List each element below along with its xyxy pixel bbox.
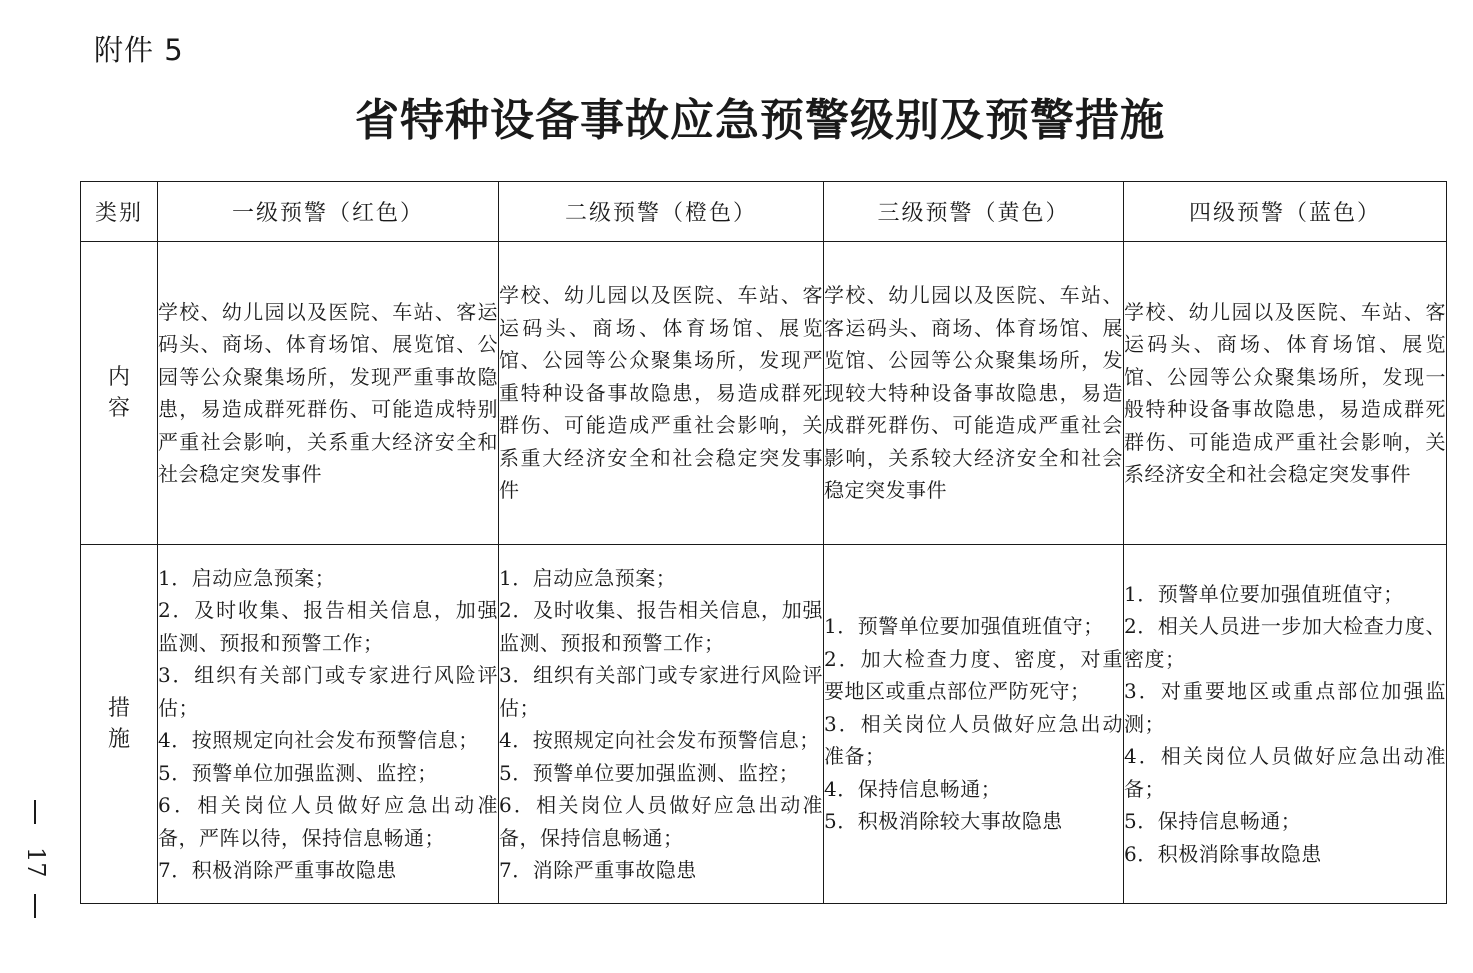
measure-item: 3．对重要地区或重点部位加强监测；	[1124, 679, 1446, 736]
measures-list	[499, 562, 823, 887]
document-title: 省特种设备事故应急预警级别及预警措施	[355, 95, 1165, 146]
row-label-char: 内	[107, 365, 130, 390]
measures-cell-level-2	[499, 545, 824, 904]
measure-item: 5．预警单位加强监测、监控；	[158, 760, 438, 785]
measure-item: 2．加大检查力度、密度，对重要地区或重点部位严防死守；	[824, 646, 1123, 704]
measures-list	[1124, 578, 1446, 871]
measure-item: 4．按照规定向社会发布预警信息；	[158, 728, 479, 752]
measure-item: 2．及时收集、报告相关信息，加强监测、预报和预警工作；	[499, 598, 823, 655]
measure-item: 6．相关岗位人员做好应急出动准备，保持信息畅通；	[499, 793, 823, 850]
measure-item: 5．积极消除较大事故隐患	[824, 809, 1063, 834]
measure-item: 6．相关岗位人员做好应急出动准备，严阵以待，保持信息畅通；	[158, 793, 498, 850]
content-cell-level-1: 学校、幼儿园以及医院、车站、客运码头、商场、体育场馆、展览馆、公园等公众聚集场所，发现严重事故隐患，易造成群死群伤、可能造成特别严重社会影响，关系重大经济安全和社会稳定突发事件	[158, 242, 499, 545]
row-label-char: 施	[107, 727, 130, 752]
page-number-dash-top	[34, 800, 36, 824]
header-category: 类别	[81, 182, 158, 242]
measure-item: 2．相关人员进一步加大检查力度、密度；	[1124, 614, 1446, 671]
measure-item: 5．预警单位要加强监测、监控；	[499, 760, 800, 785]
header-level-2-orange: 二级预警（橙色）	[499, 182, 824, 242]
measure-item: 3．组织有关部门或专家进行风险评估；	[158, 663, 498, 720]
table-header-row	[81, 182, 1447, 242]
content-cell-level-2: 学校、幼儿园以及医院、车站、客运码头、商场、体育场馆、展览馆、公园等公众聚集场所，发现严重特种设备事故隐患，易造成群死群伤、可能造成严重社会影响，关系重大经济安全和社会稳定突发事件	[499, 242, 824, 545]
measures-list	[158, 562, 498, 887]
measure-item: 4．相关岗位人员做好应急出动准备；	[1124, 744, 1446, 801]
measure-item: 1．启动应急预案；	[158, 565, 336, 590]
measure-item: 4．保持信息畅通；	[824, 776, 1002, 801]
measures-cell-level-3	[824, 545, 1124, 904]
measure-item: 4．按照规定向社会发布预警信息；	[499, 728, 820, 752]
header-level-4-blue: 四级预警（蓝色）	[1124, 182, 1447, 242]
measure-item: 3．组织有关部门或专家进行风险评估；	[499, 663, 823, 720]
measure-item: 1．预警单位要加强值班值守；	[1124, 581, 1404, 606]
row-label-measures	[81, 545, 158, 904]
measure-item: 7．积极消除严重事故隐患	[158, 858, 397, 882]
measure-item: 1．预警单位要加强值班值守；	[824, 614, 1104, 639]
measure-item: 6．积极消除事故隐患	[1124, 841, 1322, 866]
table-row-content	[81, 242, 1447, 545]
measure-item: 2．及时收集、报告相关信息，加强监测、预报和预警工作；	[158, 598, 498, 655]
content-cell-level-4: 学校、幼儿园以及医院、车站、客运码头、商场、体育场馆、展览馆、公园等公众聚集场所，发现一般特种设备事故隐患，易造成群死群伤、可能造成严重社会影响，关系经济安全和社会稳定突发事件	[1124, 242, 1447, 545]
measure-item: 3．相关岗位人员做好应急出动准备；	[824, 711, 1123, 769]
attachment-label: 附件 5	[94, 33, 184, 67]
row-label-char: 措	[107, 696, 130, 721]
measure-item: 5．保持信息畅通；	[1124, 809, 1302, 834]
measure-item: 7．消除严重事故隐患	[499, 858, 697, 882]
measure-item: 1．启动应急预案；	[499, 565, 677, 590]
header-level-3-yellow: 三级预警（黄色）	[824, 182, 1124, 242]
header-level-1-red: 一级预警（红色）	[158, 182, 499, 242]
row-label-content	[81, 242, 158, 545]
page-number	[20, 800, 50, 918]
measures-cell-level-1	[158, 545, 499, 904]
table-row-measures	[81, 545, 1447, 904]
page-number-dash-bottom	[34, 894, 36, 918]
measures-list	[824, 610, 1123, 838]
measures-cell-level-4	[1124, 545, 1447, 904]
warning-level-table	[80, 181, 1447, 904]
content-cell-level-3: 学校、幼儿园以及医院、车站、客运码头、商场、体育场馆、展览馆、公园等公众聚集场所，发现较大特种设备事故隐患，易造成群死群伤、可能造成严重社会影响，关系较大经济安全和社会稳定突发事件	[824, 242, 1124, 545]
page-number-text: 17	[22, 847, 50, 878]
row-label-char: 容	[107, 396, 130, 421]
